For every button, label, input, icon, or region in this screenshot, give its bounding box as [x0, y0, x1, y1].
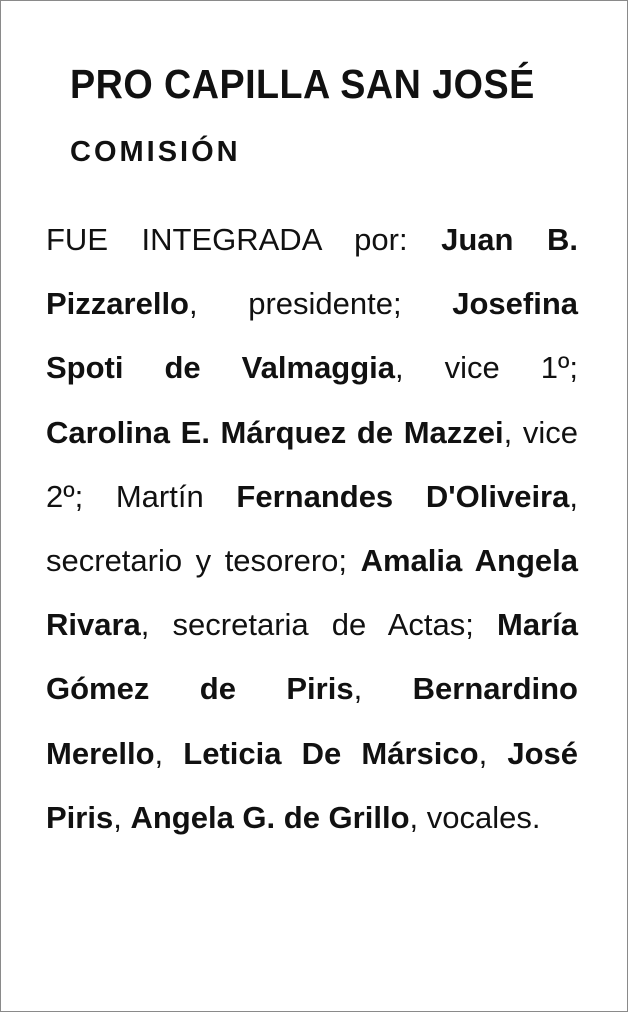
name-run: Fernandes D'Oliveira	[236, 478, 570, 514]
text-run: , secretario y tesorero;	[46, 478, 578, 579]
text-run: , vocales.	[409, 799, 541, 835]
text-run: ,	[113, 799, 131, 835]
body-paragraph	[46, 208, 578, 850]
name-run: Bernardino Merello	[46, 671, 578, 771]
name-run: Juan B. Pizzarello	[46, 222, 578, 322]
text-run: , presidente;	[189, 286, 453, 322]
name-run: Josefina Spoti de Valmaggia	[46, 286, 578, 386]
name-run: María Gómez de Piris	[46, 607, 578, 707]
name-run: José Piris	[46, 735, 579, 835]
text-run: , secretaria de Actas;	[140, 607, 498, 643]
name-run: Carolina E. Márquez de Mazzei	[46, 414, 504, 450]
name-run: Angela G. de Grillo	[130, 799, 410, 835]
text-run: FUE INTEGRADA por:	[46, 222, 442, 257]
page-title: PRO CAPILLA SAN JOSÉ	[70, 61, 535, 107]
name-run: Amalia Angela Rivara	[46, 543, 578, 643]
text-run: , vice 1º;	[395, 350, 578, 386]
name-run: Leticia De Mársico	[183, 735, 479, 771]
section-subtitle: COMISIÓN	[70, 136, 241, 168]
text-run: , vice 2º; Martín	[46, 414, 579, 514]
text-run: ,	[353, 671, 413, 707]
text-run: ,	[154, 735, 184, 771]
text-run: ,	[478, 735, 508, 771]
